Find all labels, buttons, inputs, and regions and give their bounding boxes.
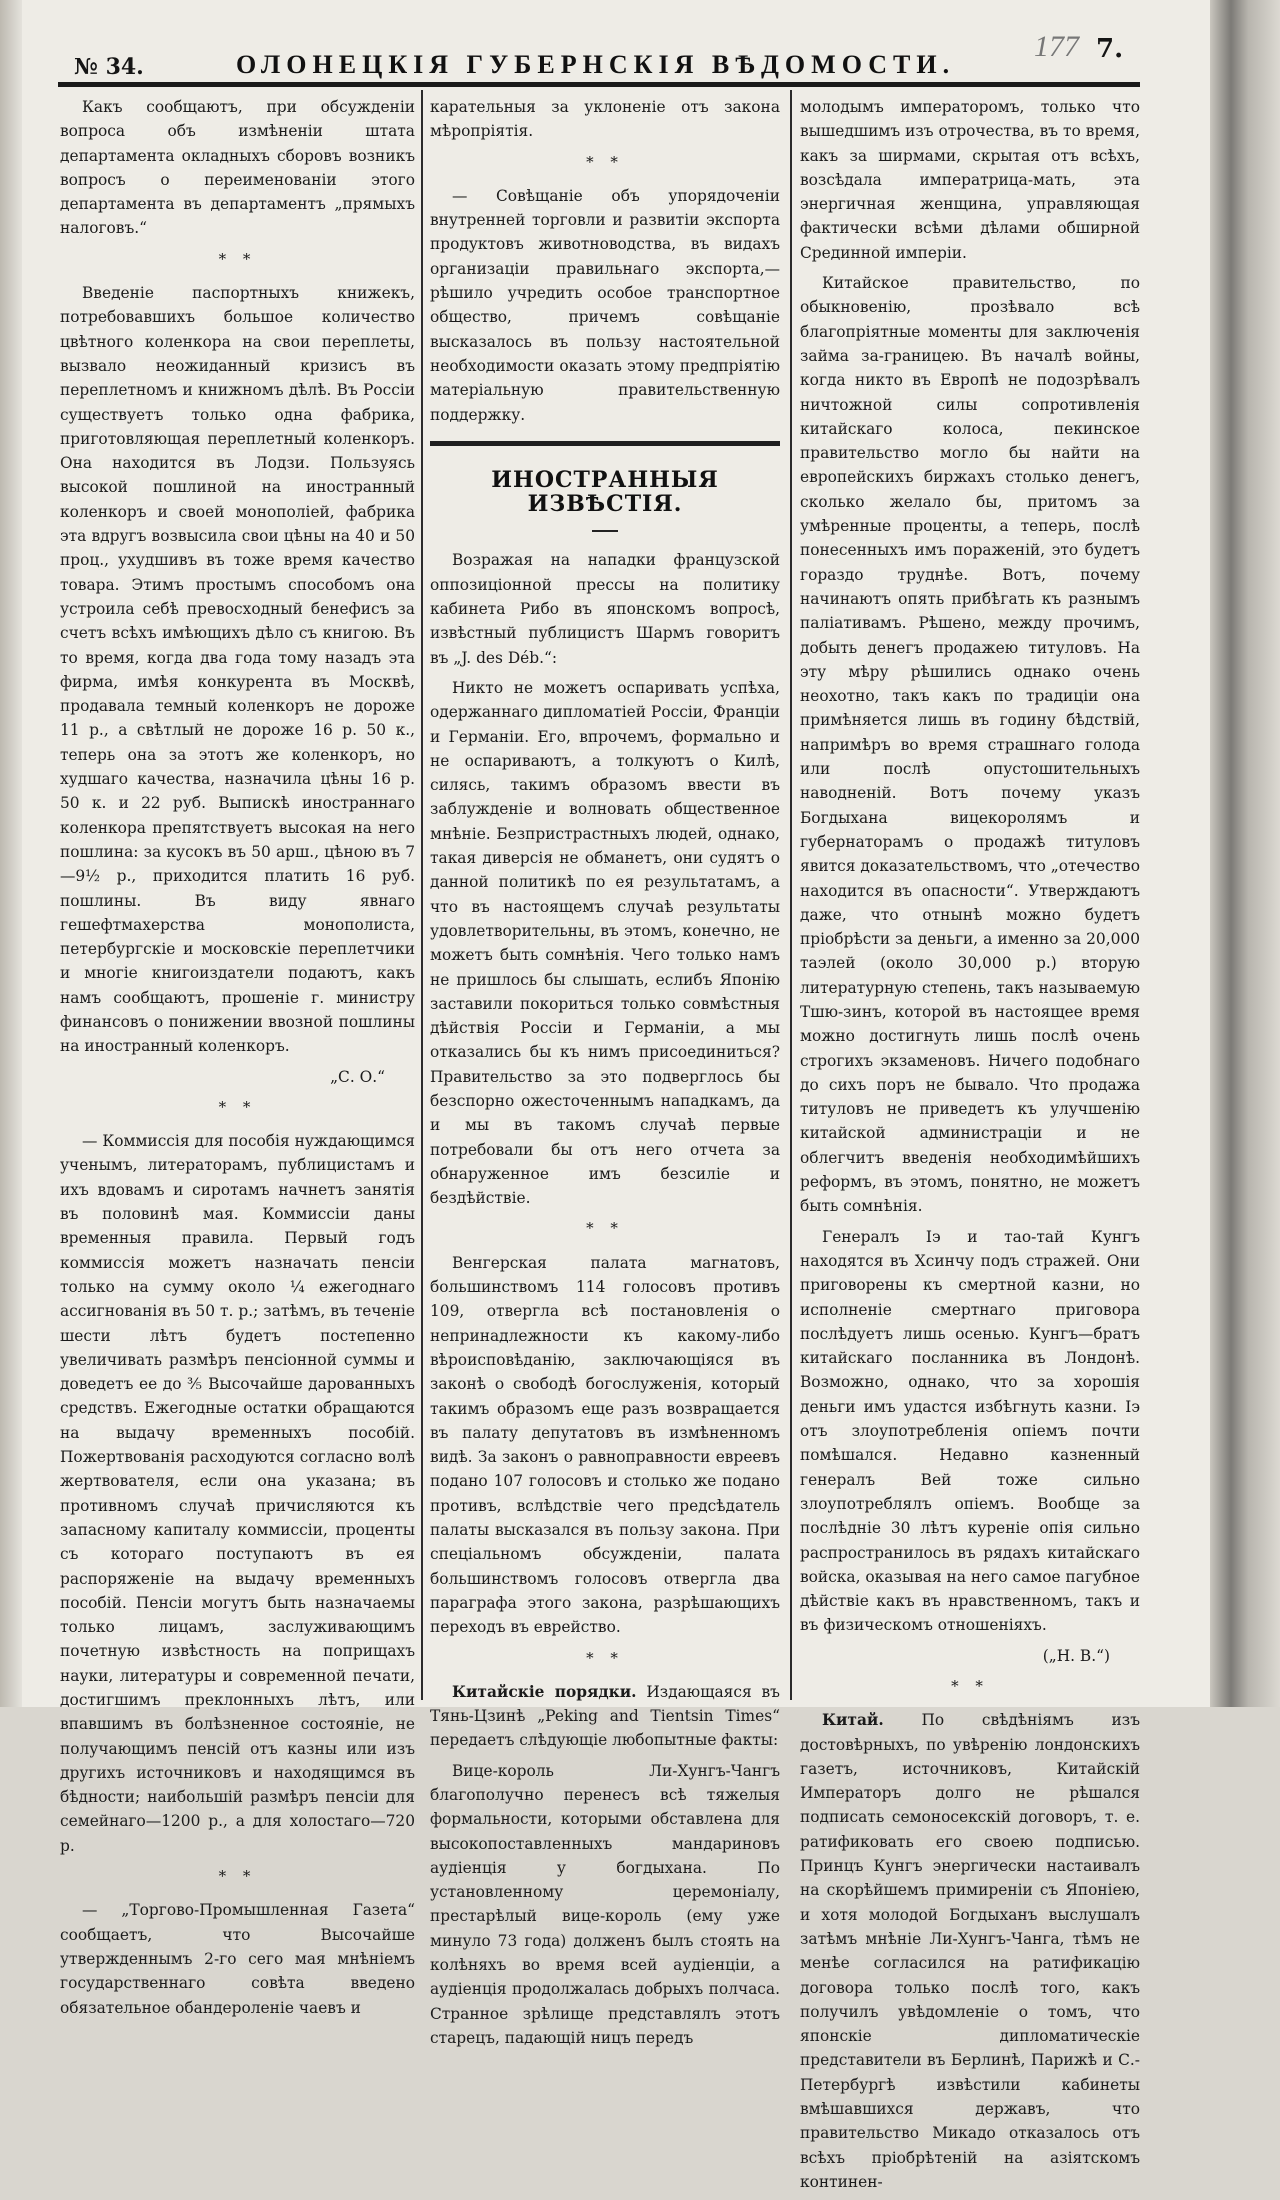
header-rule [58,82,1140,87]
article-paragraph: Какъ сообщаютъ, при обсужденіи вопроса объ измѣненіи штата департамента окладныхъ сборовъ возникъ вопросъ о переименованіи этого департамента въ департаментъ „прямыхъ налоговъ.“ [60,98,415,238]
article-paragraph: — Совѣщаніе объ упорядоченіи внутренней торговли и развитіи экспорта продуктовъ животноводства, въ видахъ организаціи правильнаго экспорта,—рѣшило учредить особое транспортное общество, причемъ совѣщаніе высказалось въ пользу настоятельной необходимости оказать этому предпріятію матеріальную правительственную поддержку. [430,186,780,424]
article-heading: Китайскіе порядки. [452,1682,637,1701]
column-1 [60,95,415,2026]
book-edge [1210,0,1280,1707]
article-paragraph: Вице-король Ли-Хунгъ-Чангъ благополучно перенесъ всѣ тяжелыя формальности, которыми обставлена для высокопоставленныхъ мандариновъ аудіенція у богдыхана. По установленному церемоніалу, престарѣлый вице-король (ему уже минуло 73 года) долженъ былъ стоять на колѣняхъ во время всей аудіенціи, а аудіенція продолжалась добрыхъ полчаса. Странное зрѣлище представлялъ этотъ старецъ, падающій ницъ передъ [430,1761,780,2047]
section-heading: ИНОСТРАННЫЯ ИЗВѢСТІЯ. [491,466,719,518]
masthead [66,30,1146,82]
handwritten-note: 177 [1034,30,1079,63]
article-paragraph: Введеніе паспортныхъ книжекъ, потребовавшихъ большое количество цвѣтного коленкора на свои переплеты, вызвало неожиданный кризисъ въ переплетномъ и книжномъ дѣлѣ. Въ Россіи существуетъ только одна фабрика, приготовляющая переплетный коленкоръ. Она находится въ Лодзи. Пользуясь высокой пошлиной на иностранный коленкоръ и своей монополіей, фабрика эта вдругъ возвысила свои цѣны на 40 и 50 проц., ухудшивъ въ тоже время качество товара. Этимъ простымъ способомъ она устроила себѣ превосходный бенефисъ за счетъ всѣхъ имѣющихъ дѣло съ книгою. Въ то время, когда два года тому назадъ эта фирма, имѣя конкурента въ Москвѣ, продавала темный коленкоръ не дороже 11 р., а свѣтлый не дороже 16 р. 50 к., теперь она за этотъ же коленкоръ, но худшаго качества, назначила цѣны 16 р. 50 к. и 22 руб. Выпискѣ иностраннаго коленкора препятствуетъ высокая на него пошлина: за кусокъ въ 50 арш., цѣною въ 7—9½ р., приходится платить 16 руб. пошлины. Въ виду явнаго гешефтмахерства монополиста, петербургскіе и московскіе переплетчики и многіе книгоиздатели подаютъ, какъ намъ сообщаютъ, прошеніе г. министру финансовъ о понижении ввозной пошлины на иностранный коленкоръ. [60,284,415,1056]
section-rule [430,441,780,446]
article-text: Издающаяся въ Тянь-Цзинѣ „Peking and Tientsin Times“ передаетъ слѣдующіе любопытные факты: [430,1682,780,1750]
separator-stars: * * [951,1677,989,1695]
article-paragraph: Венгерская палата магнатовъ, большинствомъ 114 голосовъ противъ 109, отвергла всѣ постановленія о непринадлежности къ какому-либо вѣроисповѣданію, заключающіяся въ законѣ о свободѣ богослуженія, который такимъ образомъ еще разъ возвращается въ палату депутатовъ въ измѣненномъ видѣ. За законъ о равноправности евреевъ подано 107 голосовъ и столько же подано противъ, вслѣдствіе чего предсѣдатель палаты высказался въ пользу закона. При спеціальномъ обсужденіи, палата большинствомъ голосовъ отвергла два параграфа этого закона, разрѣшающихъ переходъ въ еврейство. [430,1253,780,1637]
article-paragraph [800,1708,1140,2194]
article-paragraph: молодымъ императоромъ, только что вышедшимъ изъ отрочества, въ то время, какъ за ширмами, скрытая отъ всѣхъ, возсѣдала императрица-мать, эта энергичная женщина, управляющая фактически всѣми дѣлами обширной Срединной имперіи. [800,98,1140,262]
column-3 [800,95,1140,2200]
column-divider [790,90,792,1700]
page-number: 7. [1096,34,1124,64]
source-signature: („Н. В.“) [1042,1646,1110,1665]
article-paragraph: — Коммиссія для пособія нуждающимся ученымъ, литераторамъ, публицистамъ и ихъ вдовамъ и сиротамъ начнетъ занятія въ половинѣ мая. Коммиссіи даны временныя правила. Первый годъ коммиссія можетъ назначать пенсіи только на сумму около ¼ ежегоднаго ассигнованія въ 50 т. р.; затѣмъ, въ теченіе шести лѣтъ будетъ постепенно увеличивать размѣръ пенсіонной суммы и доведетъ ее до ⅗ Высочайше дарованныхъ средствъ. Ежегодные остатки обращаются на выдачу временныхъ пособій. Пожертвованія расходуются согласно волѣ жертвователя, если она указана; въ противномъ случаѣ причисляются къ запасному капиталу коммиссіи, проценты съ котораго поступаютъ въ ея распоряженіе на выдачу временныхъ пособій. Пенсіи могутъ быть назначаемы только лицамъ, заслуживающимъ почетную извѣстность на поприщахъ науки, литературы и современной печати, достигшимъ преклонныхъ лѣтъ, или впавшимъ въ болѣзненное состояніе, не получающимъ пенсій отъ казны или изъ другихъ источниковъ и находящимся въ бѣдности; наибольшій размѣръ пенсіи для семейнаго—1200 р., а для холостаго—720 р. [60,1132,415,1855]
separator-stars: * * [218,1867,257,1886]
article-text: По свѣдѣніямъ изъ достовѣрныхъ, по увѣренію лондонскихъ газетъ, источниковъ, Китайскій Императоръ долго не рѣшался подписать семоносекскій договоръ, т. е. ратификовать его своею подписью. Принцъ Кунгъ энергически настаивалъ на скорѣйшемъ примиреніи съ Японіею, и хотя молодой Богдыханъ выслушалъ затѣмъ мнѣніе Ли-Хунгъ-Чанга, тѣмъ не менѣе согласился на ратификацію договора только послѣ того, какъ получилъ увѣдомленіе о томъ, что японскіе дипломатическіе представители въ Берлинѣ, Парижѣ и С.-Петербургѣ извѣстили кабинеты вмѣшавшихся державъ, что правительство Микадо отказалось отъ всѣхъ пріобрѣтеній на азіятскомъ континен- [800,1711,1140,2191]
source-signature: „С. О.“ [330,1067,385,1086]
separator-stars: * * [218,249,257,268]
column-2 [430,95,780,2056]
column-divider [421,90,423,1700]
article-paragraph: карательныя за уклоненіе отъ закона мѣропріятія. [430,98,780,141]
article-paragraph: Китайское правительство, по обыкновенію, прозѣвало всѣ благопріятные моменты для заключенія займа за-границею. Въ началѣ войны, когда никто въ Европѣ не подозрѣвалъ ничтожной силы сопротивленія китайскаго колоса, пекинское правительство могло бы найти на европейскихъ биржахъ столько денегъ, сколько желало бы, притомъ за умѣренные проценты, а теперь, послѣ понесенныхъ имъ пораженій, это будетъ гораздо труднѣе. Вотъ, почему начинаютъ опять прибѣгать къ разнымъ паліативамъ. Рѣшено, между прочимъ, добыть денегъ продажею титуловъ. На эту мѣру рѣшились однако очень неохотно, такъ какъ по традиціи она примѣняется лишь въ годину бѣдствій, напримѣръ во время страшнаго голода или послѣ опустошительныхъ наводненій. Вотъ почему указъ Богдыхана вицекоролямъ и губернаторамъ о продажѣ титуловъ явится доказательствомъ, что „отечество находится въ опасности“. Утверждаютъ даже, что отнынѣ можно будетъ пріобрѣсти за деньги, а именно за 20,000 таэлей (около 30,000 р.) вторую литературную степень, такъ называемую Тшю-зинъ, которой въ настоящее время можно достигнуть лишь послѣ очень строгихъ экзаменовъ. Ничего подобнаго до сихъ поръ не бывало. Что продажа титуловъ не приведетъ къ улучшенію китайской администраціи и не облегчитъ введенія необходимѣйшихъ реформъ, въ этомъ, понятно, не можетъ быть сомнѣнія. [800,274,1140,1216]
article-heading: Китай. [822,1711,884,1730]
newspaper-title: ОЛОНЕЦКІЯ ГУБЕРНСКІЯ ВѢДОМОСТИ. [236,50,956,79]
article-paragraph: — „Торгово-Промышленная Газета“ сообщаетъ, что Высочайше утвержденнымъ 2-го сего мая мнѣніемъ государственнаго совѣта введено обязательное обандероленіе чаевъ и [60,1901,415,2017]
separator-stars: * * [586,152,624,171]
separator-stars: * * [586,1219,624,1238]
heading-dash [592,530,618,532]
article-paragraph: Генералъ Іэ и тао-тай Кунгъ находятся въ Хсинчу подъ стражей. Они приговорены къ смертной казни, но исполненіе смертнаго приговора послѣдуетъ лишь осенью. Кунгъ—братъ китайскаго посланника въ Лондонѣ. Возможно, однако, что за хорошія деньги имъ удастся избѣгнуть казни. Іэ отъ злоупотребленія опіемъ почти помѣшался. Недавно казненный генералъ Вей тоже сильно злоупотреблялъ опіемъ. Вообще за послѣдніе 30 лѣтъ куреніе опія сильно распространилось въ рядахъ китайскаго войска, оказывая на него самое пагубное дѣйствіе какъ въ нравственномъ, такъ и въ физическомъ отношеніяхъ. [800,1227,1140,1635]
article-paragraph [430,1680,780,1753]
separator-stars: * * [586,1648,624,1667]
article-paragraph: Никто не можетъ оспаривать успѣха, одержаннаго дипломатіей Россіи, Франціи и Германіи. Его, впрочемъ, формально и не оспариваютъ, а толкуютъ о Килѣ, силясь, такимъ образомъ ввести въ заблужденіе и волновать общественное мнѣніе. Безпристрастныхъ людей, однако, такая диверсія не обманетъ, они судятъ о данной политикѣ по ея результатамъ, а что въ настоящемъ случаѣ результаты удовлетворительны, въ этомъ, конечно, не можетъ быть сомнѣнія. Чего только намъ не пришлось бы слышать, еслибъ Японію заставили покориться только совмѣстныя дѣйствія Россіи и Германіи, а мы отказались бы къ нимъ присоединиться? Правительство за это подверглось бы безспорно ожесточеннымъ нападкамъ, да и мы въ такомъ случаѣ первые потребовали бы отъ него отчета за обнаруженное имъ безсиліе и бездѣйствіе. [430,678,780,1208]
issue-number: № 34. [74,54,144,80]
page-binding [0,0,22,1707]
separator-stars: * * [218,1097,257,1116]
article-paragraph: Возражая на нападки французской оппозиціонной прессы на политику кабинета Рибо въ японскомъ вопросѣ, извѣстный публицистъ Шармъ говоритъ въ „J. des Déb.“: [430,551,780,667]
